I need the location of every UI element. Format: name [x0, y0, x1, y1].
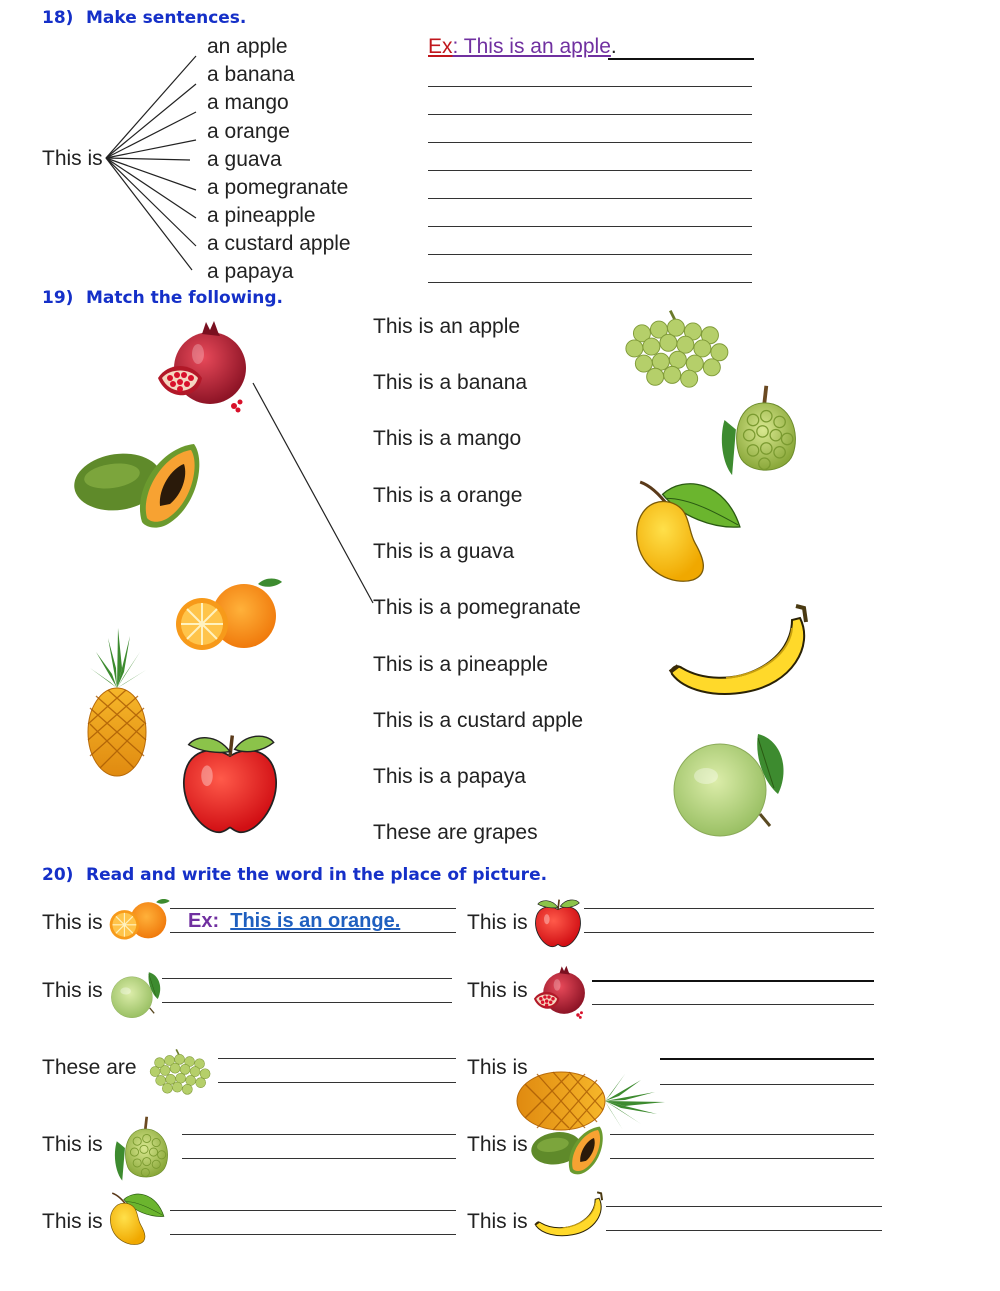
q20-prefix: This is — [42, 911, 103, 934]
q18-example-underline — [608, 58, 754, 60]
match-sentence[interactable]: These are grapes — [373, 821, 538, 844]
q20-prefix: This is — [467, 911, 528, 934]
answer-line[interactable] — [170, 908, 456, 909]
answer-line[interactable] — [170, 1234, 456, 1235]
orange-picture[interactable] — [166, 567, 286, 657]
q18-item: a pineapple — [207, 204, 316, 227]
q20-prefix: This is — [42, 979, 103, 1002]
q20-number: 20) — [42, 865, 74, 885]
q20-heading — [42, 865, 547, 885]
papaya-icon — [530, 1124, 610, 1176]
answer-line[interactable] — [428, 170, 752, 171]
q19-title: Match the following. — [86, 288, 283, 308]
answer-line[interactable] — [610, 1158, 874, 1159]
q18-item: a banana — [207, 63, 295, 86]
match-sentence[interactable]: This is a papaya — [373, 765, 526, 788]
match-sentence[interactable]: This is a mango — [373, 427, 522, 450]
q18-item: a mango — [207, 91, 289, 114]
answer-line[interactable] — [218, 1082, 456, 1083]
answer-line[interactable] — [592, 980, 874, 982]
q20-prefix: These are — [42, 1056, 137, 1079]
q20-prefix: This is — [42, 1210, 103, 1233]
answer-line[interactable] — [170, 932, 456, 933]
guava-icon — [106, 965, 164, 1025]
mango-picture[interactable] — [632, 476, 744, 588]
answer-line[interactable] — [428, 282, 752, 283]
answer-line[interactable] — [428, 254, 752, 255]
q20-prefix: This is — [467, 979, 528, 1002]
answer-line[interactable] — [170, 1210, 456, 1211]
answer-line[interactable] — [162, 978, 452, 979]
answer-line[interactable] — [606, 1206, 882, 1207]
q18-item: a guava — [207, 148, 282, 171]
example-period: . — [610, 35, 617, 58]
answer-line[interactable] — [584, 932, 874, 933]
q18-item: a orange — [207, 120, 290, 143]
q20-prefix: This is — [467, 1056, 528, 1079]
q20-example-label: Ex: — [188, 910, 220, 932]
q18-stem: This is — [42, 147, 103, 170]
answer-line[interactable] — [428, 142, 752, 143]
answer-line[interactable] — [610, 1134, 874, 1135]
papaya-picture[interactable] — [72, 440, 212, 530]
answer-line[interactable] — [660, 1084, 874, 1085]
match-sentence[interactable]: This is a custard apple — [373, 709, 584, 732]
pineapple-picture[interactable] — [82, 628, 152, 778]
q18-title: Make sentences. — [86, 8, 247, 28]
answer-line[interactable] — [592, 1004, 874, 1005]
q20-prefix: This is — [42, 1133, 103, 1156]
q20-example-text: This is an orange. — [230, 910, 401, 932]
match-sentence[interactable]: This is an apple — [373, 315, 521, 338]
q18-item: a pomegranate — [207, 176, 349, 199]
match-sentence[interactable]: This is a pomegranate — [373, 596, 581, 619]
q18-example — [428, 35, 617, 59]
example-prefix: Ex — [428, 35, 453, 58]
q19-number: 19) — [42, 288, 74, 308]
answer-line[interactable] — [428, 198, 752, 199]
pomegranate-picture[interactable] — [148, 318, 258, 418]
q18-item: a papaya — [207, 260, 294, 283]
answer-line[interactable] — [584, 908, 874, 909]
grapes-picture[interactable] — [610, 305, 740, 390]
match-sentence[interactable]: This is a orange — [373, 484, 523, 507]
answer-line[interactable] — [182, 1158, 456, 1159]
answer-line[interactable] — [606, 1230, 882, 1231]
q20-prefix: This is — [467, 1210, 528, 1233]
q20-title: Read and write the word in the place of picture. — [86, 865, 548, 885]
answer-line[interactable] — [162, 1002, 452, 1003]
q18-item: a custard apple — [207, 232, 351, 255]
banana-picture[interactable] — [668, 602, 818, 702]
match-sentence[interactable]: This is a banana — [373, 371, 528, 394]
q19-heading — [42, 288, 283, 308]
match-sentence[interactable]: This is a guava — [373, 540, 515, 563]
q20-prefix: This is — [467, 1133, 528, 1156]
apple-icon — [530, 894, 586, 950]
example-sentence: : This is an apple — [452, 35, 611, 58]
answer-line[interactable] — [182, 1134, 456, 1135]
q18-item: an apple — [207, 35, 288, 58]
answer-line[interactable] — [428, 86, 752, 87]
guava-picture[interactable] — [662, 730, 792, 840]
match-sentence[interactable]: This is a pineapple — [373, 653, 549, 676]
custard-apple-icon — [110, 1114, 178, 1182]
custard-apple-picture[interactable] — [715, 382, 810, 477]
answer-line[interactable] — [218, 1058, 456, 1059]
orange-icon — [104, 895, 172, 941]
answer-line[interactable] — [660, 1058, 874, 1060]
banana-icon — [534, 1190, 608, 1240]
answer-line[interactable] — [428, 114, 752, 115]
answer-line[interactable] — [428, 226, 752, 227]
apple-picture[interactable] — [170, 724, 290, 839]
mango-icon — [108, 1190, 166, 1248]
q18-number: 18) — [42, 8, 74, 28]
q20-example — [188, 910, 400, 933]
pomegranate-icon — [528, 964, 592, 1022]
grapes-icon — [142, 1046, 216, 1096]
